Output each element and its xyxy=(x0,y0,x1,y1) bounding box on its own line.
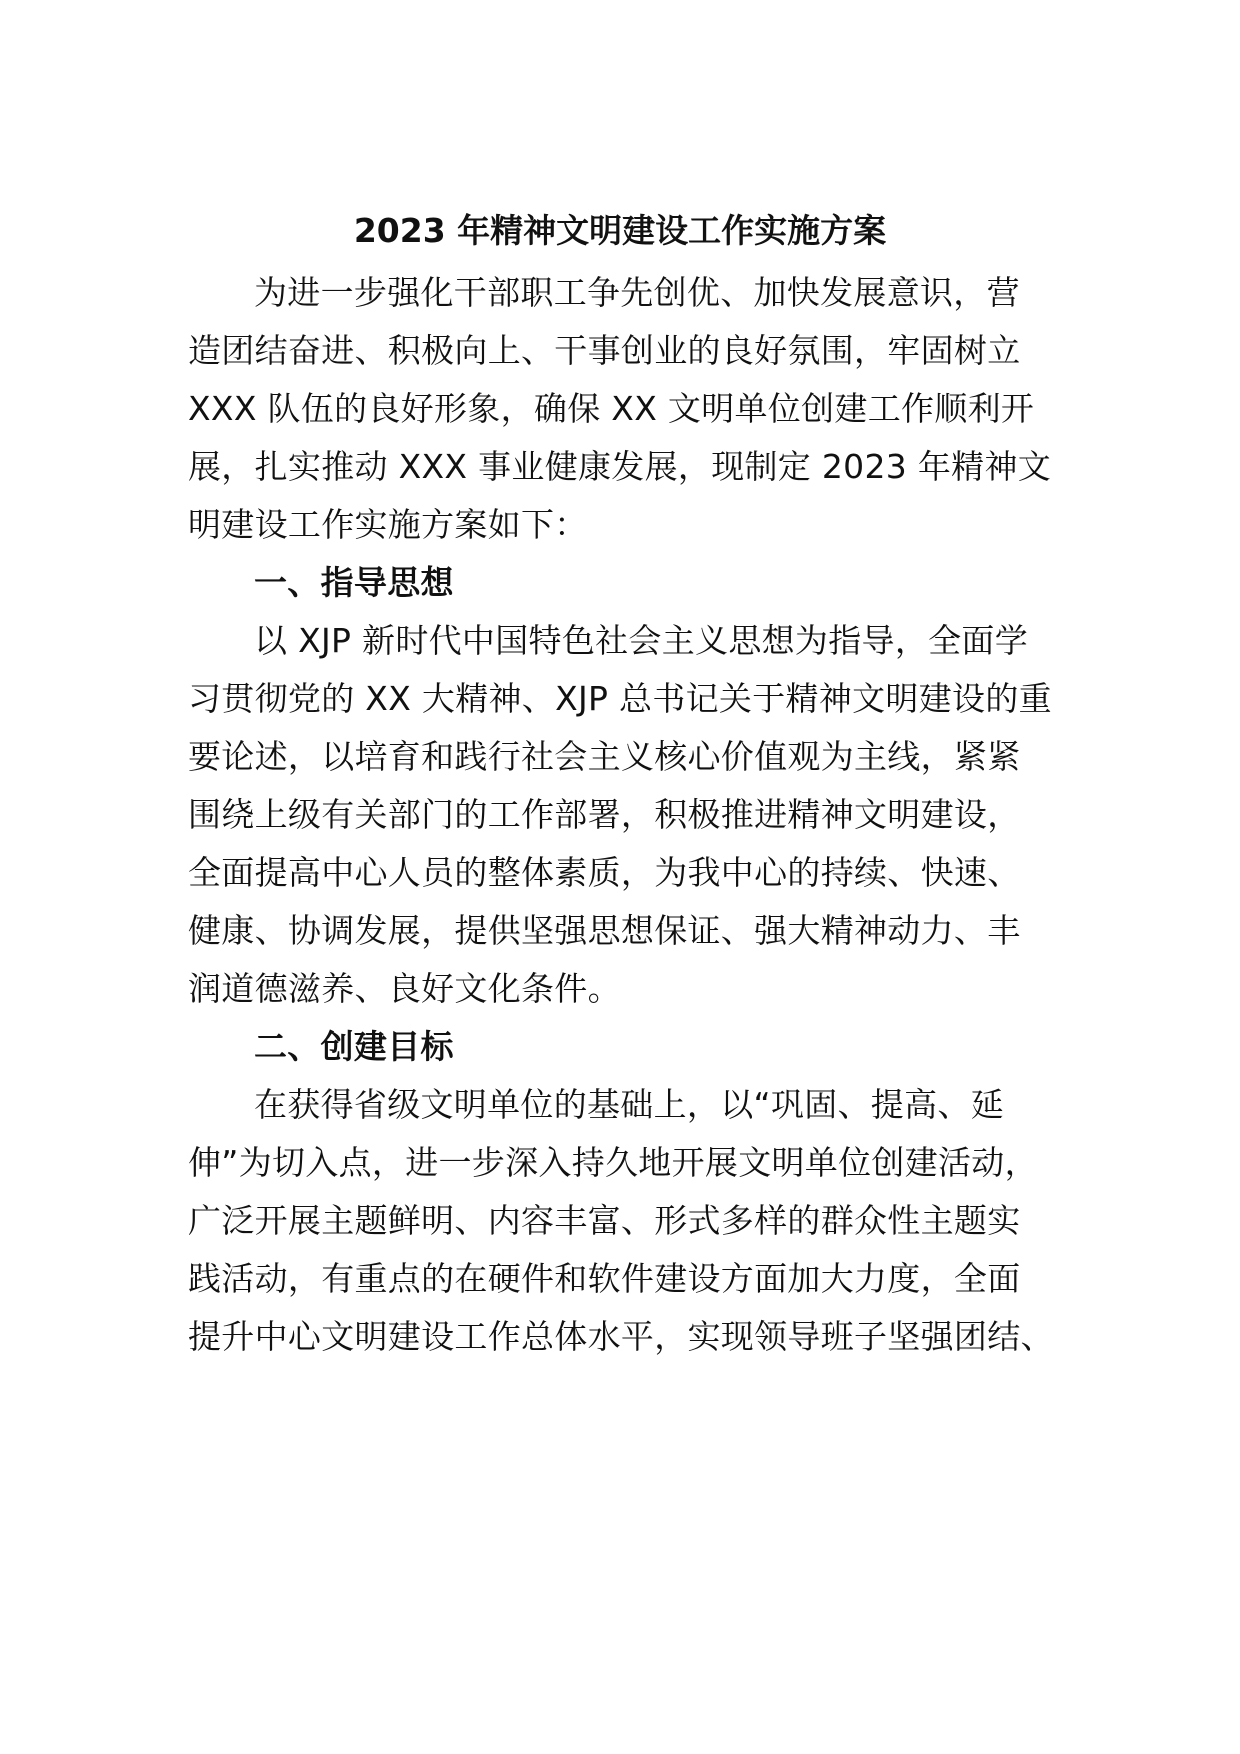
paragraph-line: 展，扎实推动 XXX 事业健康发展，现制定 2023 年精神文 xyxy=(188,447,1052,486)
paragraph-line: 以 XJP 新时代中国特色社会主义思想为指导，全面学 xyxy=(254,621,1029,660)
paragraph-line: 在获得省级文明单位的基础上，以“巩固、提高、延 xyxy=(254,1085,1004,1124)
section-heading: 二、创建目标 xyxy=(254,1027,454,1066)
section-heading: 一、指导思想 xyxy=(254,563,454,602)
paragraph-line: 习贯彻党的 XX 大精神、XJP 总书记关于精神文明建设的重 xyxy=(188,679,1052,718)
paragraph-line: 伸”为切入点，进一步深入持久地开展文明单位创建活动， xyxy=(188,1143,1038,1182)
paragraph-line: 践活动，有重点的在硬件和软件建设方面加大力度，全面 xyxy=(188,1259,1021,1298)
paragraph-line: XXX 队伍的良好形象，确保 XX 文明单位创建工作顺利开 xyxy=(188,389,1035,428)
paragraph-line: 广泛开展主题鲜明、内容丰富、形式多样的群众性主题实 xyxy=(188,1201,1021,1240)
paragraph-line: 要论述，以培育和践行社会主义核心价值观为主线，紧紧 xyxy=(188,737,1021,776)
document-title: 2023 年精神文明建设工作实施方案 xyxy=(353,211,887,250)
paragraph-line: 明建设工作实施方案如下： xyxy=(188,505,588,544)
paragraph-line: 造团结奋进、积极向上、干事创业的良好氛围，牢固树立 xyxy=(188,331,1021,370)
paragraph-line: 健康、协调发展，提供坚强思想保证、强大精神动力、丰 xyxy=(188,911,1021,950)
paragraph-line: 润道德滋养、良好文化条件。 xyxy=(188,969,621,1008)
paragraph-line: 为进一步强化干部职工争先创优、加快发展意识，营 xyxy=(254,273,1020,312)
paragraph-line: 提升中心文明建设工作总体水平，实现领导班子坚强团结、 xyxy=(188,1317,1054,1356)
paragraph-line: 全面提高中心人员的整体素质，为我中心的持续、快速、 xyxy=(188,853,1021,892)
paragraph-line: 围绕上级有关部门的工作部署，积极推进精神文明建设， xyxy=(188,795,1021,834)
